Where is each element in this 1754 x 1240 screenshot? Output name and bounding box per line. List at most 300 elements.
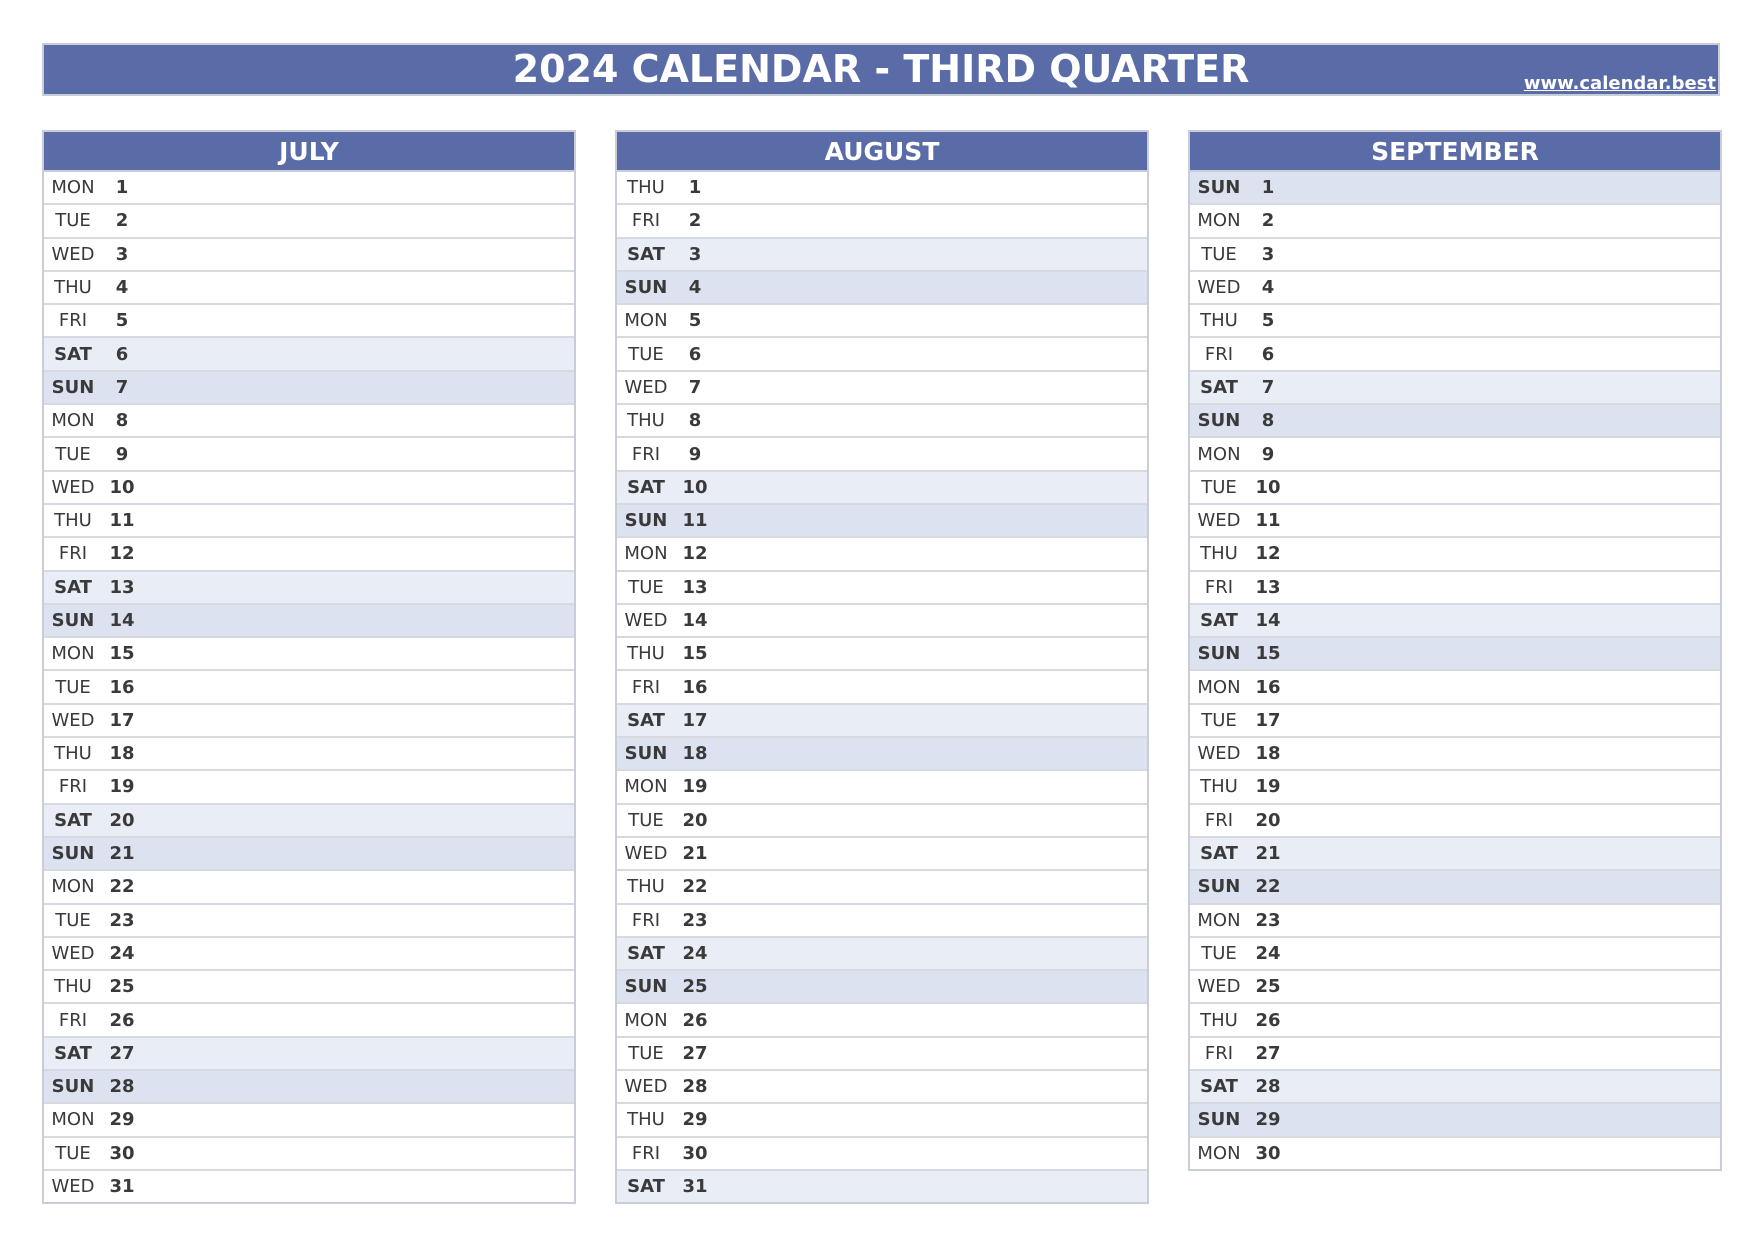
day-number: 9 bbox=[115, 443, 129, 465]
note-space[interactable] bbox=[142, 805, 574, 836]
note-space[interactable] bbox=[1288, 605, 1720, 636]
day-of-week: SUN bbox=[1197, 643, 1241, 665]
day-number: 26 bbox=[1255, 1009, 1281, 1031]
note-space[interactable] bbox=[1288, 671, 1720, 702]
day-number: 26 bbox=[109, 1009, 135, 1031]
day-row bbox=[617, 203, 1147, 236]
day-of-week: THU bbox=[54, 277, 92, 299]
note-space[interactable] bbox=[1288, 172, 1720, 203]
day-row bbox=[44, 903, 574, 936]
day-of-week: SAT bbox=[1200, 1076, 1238, 1098]
note-space[interactable] bbox=[715, 438, 1147, 469]
day-of-week: SAT bbox=[1200, 610, 1238, 631]
day-row bbox=[1190, 170, 1720, 203]
note-space[interactable] bbox=[1288, 971, 1720, 1002]
day-row bbox=[1190, 370, 1720, 403]
day-number: 24 bbox=[109, 942, 135, 964]
note-space[interactable] bbox=[1288, 572, 1720, 603]
note-space[interactable] bbox=[1288, 1038, 1720, 1069]
day-number: 15 bbox=[682, 643, 708, 665]
note-space[interactable] bbox=[1288, 338, 1720, 369]
note-space[interactable] bbox=[715, 572, 1147, 603]
day-of-week: TUE bbox=[1201, 709, 1237, 731]
note-space[interactable] bbox=[1288, 638, 1720, 669]
day-number: 9 bbox=[688, 443, 702, 465]
day-row bbox=[1190, 736, 1720, 769]
note-space[interactable] bbox=[715, 838, 1147, 869]
day-row bbox=[617, 436, 1147, 469]
day-row bbox=[617, 1069, 1147, 1102]
day-row bbox=[617, 836, 1147, 869]
day-number: 24 bbox=[682, 942, 708, 964]
note-space[interactable] bbox=[715, 871, 1147, 902]
note-space[interactable] bbox=[142, 838, 574, 869]
day-number: 14 bbox=[109, 610, 135, 631]
day-of-week: MON bbox=[51, 1109, 95, 1131]
day-of-week: MON bbox=[624, 543, 668, 565]
day-row bbox=[1190, 869, 1720, 902]
note-space[interactable] bbox=[715, 172, 1147, 203]
day-of-week: MON bbox=[51, 410, 95, 432]
day-of-week: WED bbox=[1197, 277, 1241, 299]
day-row bbox=[617, 769, 1147, 802]
day-row bbox=[44, 836, 574, 869]
note-space[interactable] bbox=[715, 305, 1147, 336]
note-space[interactable] bbox=[1288, 838, 1720, 869]
day-of-week: FRI bbox=[58, 776, 88, 798]
note-space[interactable] bbox=[142, 605, 574, 636]
day-row bbox=[1190, 1036, 1720, 1069]
day-row bbox=[617, 1002, 1147, 1035]
day-number: 13 bbox=[682, 576, 708, 598]
day-number: 1 bbox=[115, 177, 129, 199]
note-space[interactable] bbox=[715, 338, 1147, 369]
day-of-week: FRI bbox=[58, 310, 88, 332]
day-number: 28 bbox=[682, 1076, 708, 1098]
note-space[interactable] bbox=[715, 1038, 1147, 1069]
day-row bbox=[617, 703, 1147, 736]
day-row bbox=[1190, 603, 1720, 636]
day-number: 31 bbox=[682, 1176, 708, 1198]
day-row bbox=[44, 203, 574, 236]
day-number: 23 bbox=[1255, 909, 1281, 931]
day-row bbox=[1190, 903, 1720, 936]
day-row bbox=[617, 936, 1147, 969]
note-space[interactable] bbox=[1288, 472, 1720, 503]
note-space[interactable] bbox=[715, 771, 1147, 802]
day-of-week: SAT bbox=[1200, 376, 1238, 398]
day-row bbox=[44, 869, 574, 902]
note-space[interactable] bbox=[142, 1038, 574, 1069]
day-of-week: SAT bbox=[627, 942, 665, 964]
day-number: 10 bbox=[682, 476, 708, 498]
day-row bbox=[1190, 336, 1720, 369]
day-number: 18 bbox=[682, 743, 708, 765]
day-row bbox=[617, 903, 1147, 936]
day-number: 1 bbox=[688, 177, 702, 199]
day-of-week: MON bbox=[51, 177, 95, 199]
day-of-week: MON bbox=[624, 1009, 668, 1031]
day-of-week: THU bbox=[54, 743, 92, 765]
day-of-week: MON bbox=[1197, 1142, 1241, 1164]
day-of-week: FRI bbox=[631, 909, 661, 931]
note-space[interactable] bbox=[142, 771, 574, 802]
note-space[interactable] bbox=[142, 505, 574, 536]
day-row bbox=[44, 1136, 574, 1169]
note-space[interactable] bbox=[715, 272, 1147, 303]
note-space[interactable] bbox=[715, 372, 1147, 403]
day-number: 12 bbox=[1255, 543, 1281, 565]
day-row bbox=[44, 336, 574, 369]
note-space[interactable] bbox=[715, 905, 1147, 936]
day-of-week: WED bbox=[624, 1076, 668, 1098]
note-space[interactable] bbox=[715, 538, 1147, 569]
day-row bbox=[617, 470, 1147, 503]
day-number: 11 bbox=[1255, 510, 1281, 532]
day-of-week: WED bbox=[1197, 976, 1241, 998]
day-of-week: TUE bbox=[628, 576, 664, 598]
day-number: 6 bbox=[688, 343, 702, 365]
day-of-week: SAT bbox=[627, 709, 665, 731]
note-space[interactable] bbox=[715, 1004, 1147, 1035]
day-of-week: MON bbox=[1197, 443, 1241, 465]
day-of-week: FRI bbox=[631, 210, 661, 232]
day-row bbox=[617, 170, 1147, 203]
note-space[interactable] bbox=[142, 338, 574, 369]
note-space[interactable] bbox=[1288, 905, 1720, 936]
day-row bbox=[44, 270, 574, 303]
day-number: 20 bbox=[682, 809, 708, 831]
day-number: 2 bbox=[688, 210, 702, 232]
day-row bbox=[44, 636, 574, 669]
note-space[interactable] bbox=[1288, 805, 1720, 836]
note-space[interactable] bbox=[142, 738, 574, 769]
day-number: 4 bbox=[115, 277, 129, 299]
day-number: 6 bbox=[1261, 343, 1275, 365]
day-row bbox=[1190, 836, 1720, 869]
day-row bbox=[44, 736, 574, 769]
day-number: 10 bbox=[109, 476, 135, 498]
note-space[interactable] bbox=[1288, 205, 1720, 236]
day-number: 9 bbox=[1261, 443, 1275, 465]
day-number: 13 bbox=[1255, 576, 1281, 598]
day-of-week: MON bbox=[624, 310, 668, 332]
day-of-week: WED bbox=[51, 942, 95, 964]
day-row bbox=[1190, 969, 1720, 1002]
day-of-week: SUN bbox=[51, 843, 95, 865]
day-number: 29 bbox=[1255, 1109, 1281, 1131]
day-number: 31 bbox=[109, 1176, 135, 1198]
day-row bbox=[44, 570, 574, 603]
note-space[interactable] bbox=[142, 572, 574, 603]
day-of-week: TUE bbox=[628, 1042, 664, 1064]
day-row bbox=[617, 869, 1147, 902]
day-number: 4 bbox=[688, 277, 702, 299]
day-number: 12 bbox=[682, 543, 708, 565]
day-number: 18 bbox=[109, 743, 135, 765]
note-space[interactable] bbox=[715, 239, 1147, 270]
day-of-week: SAT bbox=[54, 809, 92, 831]
day-row bbox=[44, 769, 574, 802]
day-number: 19 bbox=[109, 776, 135, 798]
day-of-week: WED bbox=[624, 376, 668, 398]
day-of-week: THU bbox=[1200, 1009, 1238, 1031]
day-row bbox=[1190, 1002, 1720, 1035]
note-space[interactable] bbox=[1288, 738, 1720, 769]
day-row bbox=[617, 503, 1147, 536]
day-of-week: SAT bbox=[54, 576, 92, 598]
note-space[interactable] bbox=[142, 1171, 574, 1202]
day-row bbox=[617, 237, 1147, 270]
day-list bbox=[42, 170, 576, 1204]
note-space[interactable] bbox=[715, 205, 1147, 236]
day-row bbox=[44, 1002, 574, 1035]
note-space[interactable] bbox=[1288, 372, 1720, 403]
day-of-week: FRI bbox=[58, 543, 88, 565]
day-number: 25 bbox=[1255, 976, 1281, 998]
day-of-week: THU bbox=[1200, 310, 1238, 332]
day-of-week: SAT bbox=[54, 343, 92, 365]
website-link[interactable]: www.calendar.best bbox=[1523, 73, 1716, 94]
day-number: 8 bbox=[115, 410, 129, 432]
note-space[interactable] bbox=[1288, 1004, 1720, 1035]
day-row bbox=[44, 1036, 574, 1069]
day-of-week: WED bbox=[1197, 510, 1241, 532]
day-number: 4 bbox=[1261, 277, 1275, 299]
day-row bbox=[1190, 570, 1720, 603]
note-space[interactable] bbox=[142, 1104, 574, 1135]
note-space[interactable] bbox=[142, 1004, 574, 1035]
note-space[interactable] bbox=[715, 405, 1147, 436]
day-number: 23 bbox=[109, 909, 135, 931]
day-number: 30 bbox=[682, 1142, 708, 1164]
note-space[interactable] bbox=[1288, 705, 1720, 736]
note-space[interactable] bbox=[1288, 405, 1720, 436]
day-of-week: MON bbox=[1197, 909, 1241, 931]
note-space[interactable] bbox=[142, 1071, 574, 1102]
note-space[interactable] bbox=[715, 638, 1147, 669]
note-space[interactable] bbox=[142, 372, 574, 403]
note-space[interactable] bbox=[1288, 438, 1720, 469]
note-space[interactable] bbox=[142, 905, 574, 936]
day-number: 7 bbox=[1261, 376, 1275, 398]
day-number: 14 bbox=[1255, 610, 1281, 631]
day-row bbox=[44, 1102, 574, 1135]
month-july bbox=[42, 130, 576, 1204]
note-space[interactable] bbox=[142, 472, 574, 503]
month-header: JULY bbox=[42, 130, 576, 170]
day-of-week: SUN bbox=[1197, 1109, 1241, 1131]
day-row bbox=[44, 436, 574, 469]
day-number: 17 bbox=[109, 709, 135, 731]
day-number: 22 bbox=[1255, 876, 1281, 898]
day-of-week: WED bbox=[51, 476, 95, 498]
day-number: 16 bbox=[109, 676, 135, 698]
note-space[interactable] bbox=[715, 1171, 1147, 1202]
day-row bbox=[44, 669, 574, 702]
note-space[interactable] bbox=[142, 671, 574, 702]
note-space[interactable] bbox=[142, 1138, 574, 1169]
day-of-week: WED bbox=[51, 1176, 95, 1198]
note-space[interactable] bbox=[142, 172, 574, 203]
note-space[interactable] bbox=[1288, 505, 1720, 536]
day-number: 8 bbox=[688, 410, 702, 432]
note-space[interactable] bbox=[715, 938, 1147, 969]
day-number: 2 bbox=[115, 210, 129, 232]
day-number: 22 bbox=[682, 876, 708, 898]
note-space[interactable] bbox=[1288, 771, 1720, 802]
day-of-week: TUE bbox=[55, 909, 91, 931]
day-number: 20 bbox=[1255, 809, 1281, 831]
day-of-week: FRI bbox=[1204, 809, 1234, 831]
day-row bbox=[617, 636, 1147, 669]
day-number: 7 bbox=[115, 376, 129, 398]
day-of-week: SUN bbox=[624, 277, 668, 299]
note-space[interactable] bbox=[715, 1104, 1147, 1135]
day-row bbox=[617, 303, 1147, 336]
day-row bbox=[44, 603, 574, 636]
day-of-week: TUE bbox=[55, 1142, 91, 1164]
day-number: 3 bbox=[688, 243, 702, 265]
note-space[interactable] bbox=[1288, 305, 1720, 336]
note-space[interactable] bbox=[142, 205, 574, 236]
month-september bbox=[1188, 130, 1722, 1171]
note-space[interactable] bbox=[1288, 538, 1720, 569]
day-row bbox=[44, 969, 574, 1002]
day-number: 16 bbox=[1255, 676, 1281, 698]
day-number: 17 bbox=[1255, 709, 1281, 731]
day-row bbox=[1190, 669, 1720, 702]
note-space[interactable] bbox=[715, 605, 1147, 636]
note-space[interactable] bbox=[142, 438, 574, 469]
note-space[interactable] bbox=[1288, 239, 1720, 270]
note-space[interactable] bbox=[142, 871, 574, 902]
day-of-week: WED bbox=[51, 709, 95, 731]
day-row bbox=[617, 603, 1147, 636]
day-number: 8 bbox=[1261, 410, 1275, 432]
day-of-week: FRI bbox=[58, 1009, 88, 1031]
day-row bbox=[617, 1169, 1147, 1202]
note-space[interactable] bbox=[715, 671, 1147, 702]
day-row bbox=[1190, 303, 1720, 336]
day-row bbox=[1190, 237, 1720, 270]
day-of-week: SAT bbox=[54, 1042, 92, 1064]
day-number: 26 bbox=[682, 1009, 708, 1031]
day-of-week: SUN bbox=[51, 610, 95, 631]
day-of-week: MON bbox=[1197, 210, 1241, 232]
day-row bbox=[1190, 436, 1720, 469]
day-number: 25 bbox=[682, 976, 708, 998]
day-row bbox=[44, 503, 574, 536]
day-row bbox=[1190, 203, 1720, 236]
note-space[interactable] bbox=[715, 472, 1147, 503]
day-of-week: SUN bbox=[1197, 876, 1241, 898]
day-number: 27 bbox=[682, 1042, 708, 1064]
day-row bbox=[1190, 769, 1720, 802]
day-of-week: FRI bbox=[1204, 1042, 1234, 1064]
day-row bbox=[1190, 270, 1720, 303]
day-row bbox=[44, 237, 574, 270]
day-number: 27 bbox=[1255, 1042, 1281, 1064]
note-space[interactable] bbox=[142, 305, 574, 336]
day-of-week: FRI bbox=[1204, 576, 1234, 598]
note-space[interactable] bbox=[715, 971, 1147, 1002]
note-space[interactable] bbox=[1288, 1071, 1720, 1102]
day-number: 20 bbox=[109, 809, 135, 831]
note-space[interactable] bbox=[142, 272, 574, 303]
day-row bbox=[1190, 403, 1720, 436]
day-of-week: SAT bbox=[1200, 843, 1238, 865]
day-row bbox=[617, 1136, 1147, 1169]
note-space[interactable] bbox=[142, 705, 574, 736]
day-of-week: TUE bbox=[628, 809, 664, 831]
day-number: 18 bbox=[1255, 743, 1281, 765]
day-list bbox=[1188, 170, 1722, 1171]
note-space[interactable] bbox=[1288, 272, 1720, 303]
day-number: 23 bbox=[682, 909, 708, 931]
day-number: 2 bbox=[1261, 210, 1275, 232]
day-of-week: SUN bbox=[51, 376, 95, 398]
note-space[interactable] bbox=[142, 938, 574, 969]
note-space[interactable] bbox=[715, 1138, 1147, 1169]
day-of-week: THU bbox=[627, 1109, 665, 1131]
note-space[interactable] bbox=[142, 971, 574, 1002]
day-of-week: SUN bbox=[624, 743, 668, 765]
day-number: 11 bbox=[682, 510, 708, 532]
day-of-week: TUE bbox=[55, 676, 91, 698]
day-of-week: TUE bbox=[55, 443, 91, 465]
note-space[interactable] bbox=[1288, 871, 1720, 902]
note-space[interactable] bbox=[715, 1071, 1147, 1102]
day-row bbox=[1190, 1069, 1720, 1102]
day-number: 28 bbox=[1255, 1076, 1281, 1098]
day-of-week: SAT bbox=[627, 476, 665, 498]
day-number: 21 bbox=[109, 843, 135, 865]
day-of-week: THU bbox=[627, 177, 665, 199]
month-header: SEPTEMBER bbox=[1188, 130, 1722, 170]
day-number: 16 bbox=[682, 676, 708, 698]
day-row bbox=[617, 1102, 1147, 1135]
day-of-week: WED bbox=[624, 610, 668, 631]
day-number: 7 bbox=[688, 376, 702, 398]
note-space[interactable] bbox=[142, 239, 574, 270]
note-space[interactable] bbox=[142, 405, 574, 436]
day-number: 5 bbox=[1261, 310, 1275, 332]
day-number: 15 bbox=[109, 643, 135, 665]
day-number: 10 bbox=[1255, 476, 1281, 498]
note-space[interactable] bbox=[142, 638, 574, 669]
note-space[interactable] bbox=[1288, 938, 1720, 969]
note-space[interactable] bbox=[715, 705, 1147, 736]
day-of-week: THU bbox=[1200, 543, 1238, 565]
note-space[interactable] bbox=[715, 738, 1147, 769]
day-number: 19 bbox=[1255, 776, 1281, 798]
day-row bbox=[617, 270, 1147, 303]
note-space[interactable] bbox=[1288, 1138, 1720, 1169]
note-space[interactable] bbox=[142, 538, 574, 569]
day-number: 17 bbox=[682, 709, 708, 731]
note-space[interactable] bbox=[715, 805, 1147, 836]
day-of-week: FRI bbox=[631, 1142, 661, 1164]
day-of-week: SUN bbox=[1197, 410, 1241, 432]
day-number: 19 bbox=[682, 776, 708, 798]
day-of-week: SUN bbox=[1197, 177, 1241, 199]
note-space[interactable] bbox=[1288, 1104, 1720, 1135]
note-space[interactable] bbox=[715, 505, 1147, 536]
day-number: 30 bbox=[109, 1142, 135, 1164]
day-of-week: WED bbox=[51, 243, 95, 265]
day-row bbox=[44, 703, 574, 736]
